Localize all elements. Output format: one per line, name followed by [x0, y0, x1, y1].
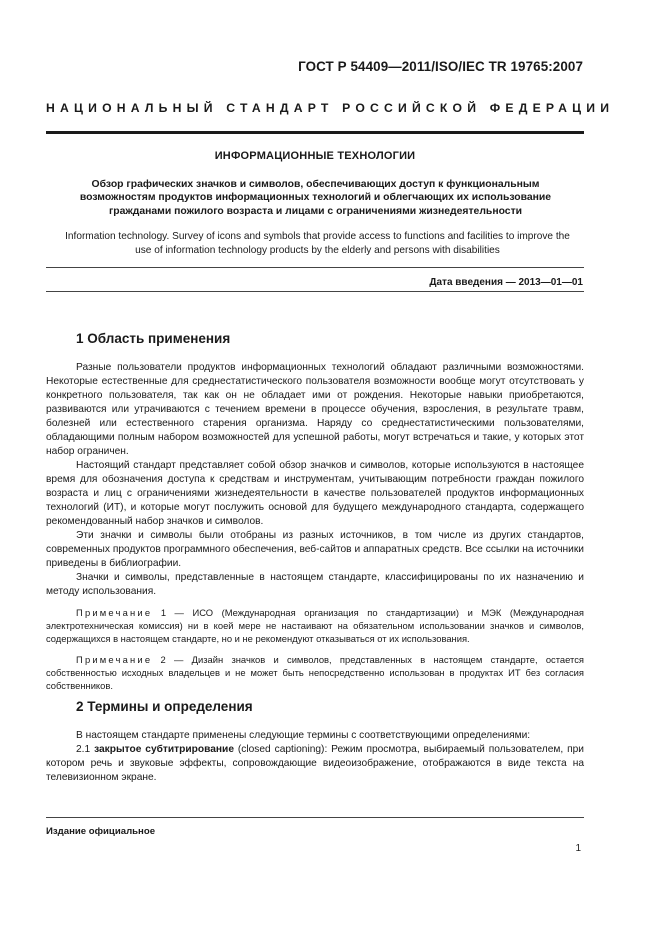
title-rule [46, 267, 584, 268]
section-1-heading: 1 Область применения [76, 331, 231, 346]
section-2-body [46, 729, 584, 785]
term-definition [46, 743, 584, 785]
category-title: ИНФОРМАЦИОННЫЕ ТЕХНОЛОГИИ [214, 150, 416, 162]
section-2-heading: 2 Термины и определения [76, 699, 253, 714]
paragraph: Настоящий стандарт представляет собой обзор значков и символов, которые используются в настоящее время для обозначения доступа к средствам и инструментам, учитывающим потребности граждан пожилого возраста и лиц с ограничениями жизнедеятельности в качестве пользователей продуктов информационных технологий (ИТ), и которые могут послужить основой для будущего международного стандарта, содержащего рекомендованный набор значков и символов. [46, 460, 584, 527]
section-1-body [46, 361, 584, 692]
term-definition-text: (closed captioning): Режим просмотра, выбираемый пользователем, при котором речь и звуковые эффекты, сопровождающие видеоизображение, отображаются в виде текста на телевизионном экране. [46, 744, 584, 783]
note-text: 1 — ИСО (Международная организация по стандартизации) и МЭК (Международная электротехническая комиссия) ни в коей мере не настаивают на обязательном использовании значков и символов, содержащихся в настоящем стандарте, но и не рекомендуют отказываться от их использования. [46, 607, 585, 645]
paragraph: В настоящем стандарте применены следующие термины с соответствующими определениями: [76, 730, 531, 741]
date-rule [46, 291, 584, 292]
introduction-date: Дата введения — 2013—01—01 [429, 277, 583, 288]
official-edition-label: Издание официальное [46, 826, 156, 837]
paragraph: Разные пользователи продуктов информационных технологий обладают различными возможностями. Некоторые естественные для среднестатистического пользователя возможности вообще могут отсутствовать у конкретного пользователя, так как он не обладает ими от рождения. Некоторые навыки приобретаются, развиваются или утрачиваются с течением времени в процессе обучения, взросления, в результате травм, болезней или естественного старения организма. Наряду со среднестатистическими пользователями, обладающими полным набором возможностей для успешной работы, могут встречаться и такие, у которых этот набор ограничен. [46, 362, 584, 457]
note-label: Примечание [76, 607, 153, 618]
note-2 [46, 653, 584, 693]
russian-title: Обзор графических значков и символов, обеспечивающих доступ к функциональным возможностям продуктов информационных технологий и облегчающих их использование гражданами пожилого возраста и лицами с ограничениями жизнедеятельности [79, 179, 552, 217]
note-text: 2 — Дизайн значков и символов, представленных в настоящем стандарте, остается собственностью исходных владельцев и не может быть непосредственно использован в продуктах ИТ без согласия собственников. [46, 653, 584, 692]
footer-rule [46, 817, 584, 818]
paragraph: Эти значки и символы были отобраны из разных источников, в том числе из других стандартов, современных продуктов программного обеспечения, веб-сайтов и аппаратных средств. Все ссылки на источники приведены в библиографии. [46, 530, 584, 569]
paragraph: Значки и символы, представленные в настоящем стандарте, классифицированы по их назначению и методу использования. [46, 572, 584, 597]
english-title: Information technology. Survey of icons and symbols that provide access to functions and facilities to improve the use of information technology products by the elderly and persons with disabilities [65, 231, 570, 256]
header-rule [46, 131, 584, 134]
note-1 [46, 606, 584, 646]
page-number: 1 [575, 843, 581, 854]
term-name: закрытое субтитрирование [94, 744, 234, 755]
national-standard-title: НАЦИОНАЛЬНЫЙ СТАНДАРТ РОССИЙСКОЙ ФЕДЕРАЦИИ [46, 101, 615, 115]
term-number: 2.1 [76, 744, 91, 755]
note-label: Примечание [76, 653, 153, 665]
standard-number: ГОСТ Р 54409—2011/ISO/IEC TR 19765:2007 [298, 59, 583, 74]
